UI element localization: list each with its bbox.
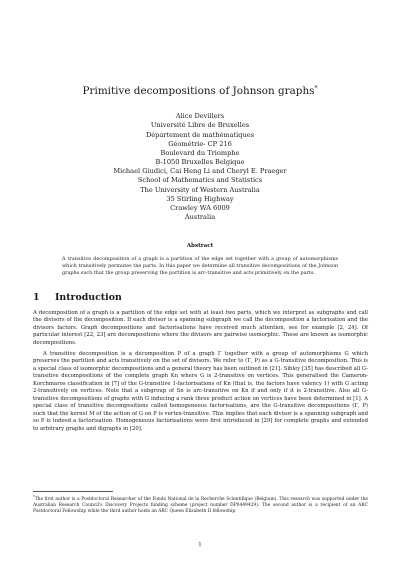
affiliation-line: Département de mathématiques bbox=[145, 130, 255, 139]
affiliation-line: School of Mathematics and Statistics bbox=[137, 176, 263, 185]
affiliation-line: Université Libre de Bruxelles bbox=[150, 121, 250, 130]
section-title: Introduction bbox=[55, 292, 122, 303]
author-name: Alice Devillers bbox=[175, 112, 225, 120]
affiliation-line: Crawley WA 6009 bbox=[170, 204, 230, 213]
abstract-heading: Abstract bbox=[186, 243, 214, 249]
intro-paragraph-1: A decomposition of a graph is a partition of the edge set with at least two parts, which we interpret as subgraphs and call the divisors of the decomposition. If each divisor is a spanning subgraph we call the decomposition a factorisation and the divisors factors. Graph decompositions and factorisations have received much attention, see for example [2, 24]. Of particular interest [22, 23] are decompositions where the divisors are pairwise isomorphic. These are known as isomorphic decompositions. bbox=[33, 310, 368, 346]
abstract-text: A transitive decomposition of a graph is a partition of the edge set together with a group of automorphisms which transitively permutes the parts. In this paper we determine all transitive decompositions of the Johnson graphs such that the group preserving the partition is arc-transitive and acts primitively on the parts. bbox=[62, 255, 338, 276]
affiliation-line: Boulevard du Triomphe bbox=[160, 149, 240, 158]
affiliation-line: Australia bbox=[184, 213, 216, 222]
footnote bbox=[33, 494, 368, 515]
paper-title bbox=[0, 82, 400, 98]
page-number: 1 bbox=[198, 542, 202, 548]
intro-paragraph-2: A transitive decomposition is a decomposition P of a graph Γ together with a group of automorphisms G which preserves the partition and acts transitively on the set of divisors. We refer to (Γ, P) as a G-transitive decomposition. This is a special class of isomorphic decompositions and a general theory has been outlined in [21]. Sibley [35] has described all G-transitive decompositions of the complete graph Kn where G is 2-transitive on vertices. This generalised the Cameron-Korchmaros classification in [7] of the G-transitive 1-factorisations of Kn (that is, the factors have valency 1) with G acting 2-transitively on vertices. Note that a subgroup of Sn is arc-transitive on Kn if and only if it is 2-transitive. Also all G-transitive decompositions of graphs with G inducing a rank three product action on vertices have been determined in [1]. A special class of transitive decompositions called homogeneous factorisations, are the G-transitive decompositions (Γ, P) such that the kernel M of the action of G on P is vertex-transitive. This implies that each divisor is a spanning subgraph and so P is indeed a factorisation. Homogeneous factorisations were first introduced in [29] for complete graphs and extended to arbitrary graphs and digraphs in [20]. bbox=[33, 351, 368, 432]
footnote-text: The first author is a Postdoctoral Researcher of the Fonds National de la Recherche Scientifique (Belgium). This research was supported under the Australian Research Council's Discovery Projects funding scheme (project number DP0449429). The second author is a recipient of an ARC Postdoctoral Fellowship while the third author holds an ARC Queen Elizabeth II fellowship. bbox=[33, 497, 368, 514]
affiliation-line: B-1050 Bruxelles Belgique bbox=[155, 158, 245, 167]
affiliation-line: The University of Western Australia bbox=[140, 185, 260, 194]
section-heading bbox=[33, 292, 122, 304]
section-number: 1 bbox=[33, 292, 40, 303]
footnote-mark: * bbox=[33, 495, 35, 499]
footnote-rule bbox=[33, 491, 113, 492]
affiliation-line: 35 Stirling Highway bbox=[166, 194, 234, 203]
author-names: Michael Giudici, Cai Heng Li and Cheryl E. Praeger bbox=[113, 167, 287, 175]
title-text: Primitive decompositions of Johnson graphs bbox=[82, 85, 315, 97]
affiliation-line: Géométrie- CP 216 bbox=[168, 139, 232, 148]
title-footnote-mark: * bbox=[314, 85, 318, 92]
author-block-uwa bbox=[0, 167, 400, 223]
author-block-devillers bbox=[0, 112, 400, 168]
